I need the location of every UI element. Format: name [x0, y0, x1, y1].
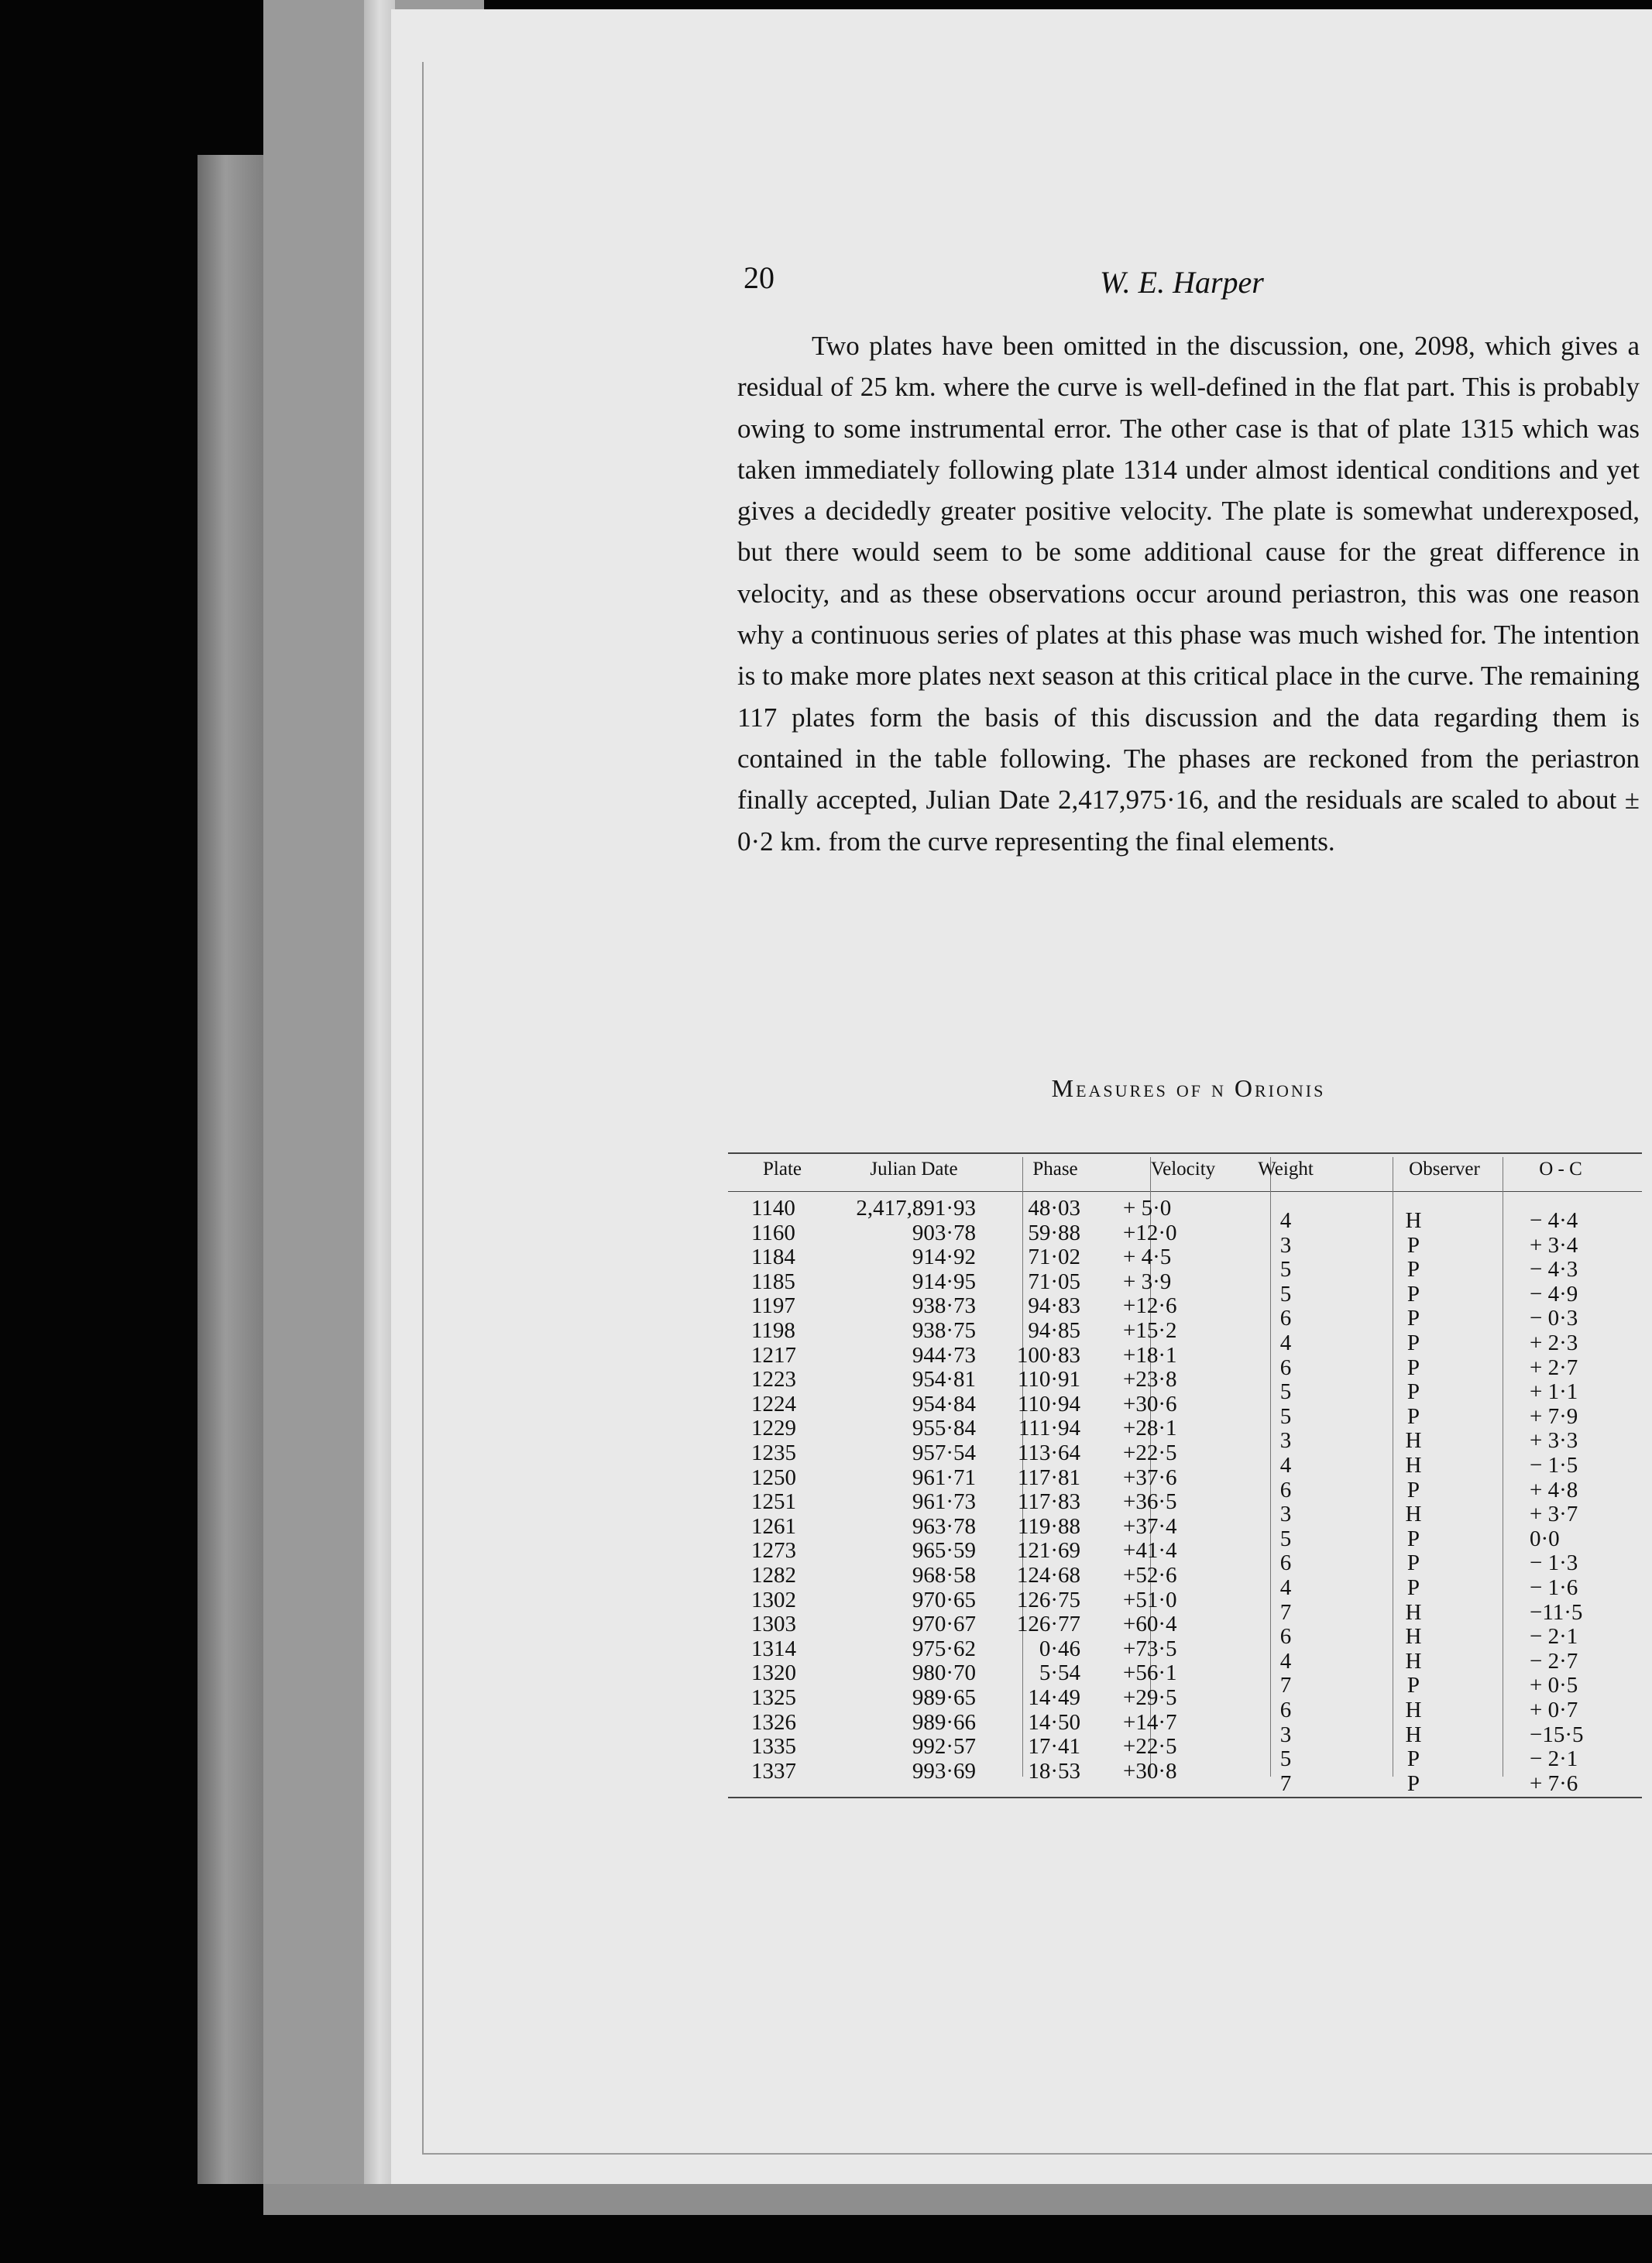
table-cell: − 4·9: [1530, 1281, 1578, 1307]
column-header: Julian Date: [870, 1159, 958, 1180]
table-cell: 970·65: [912, 1587, 976, 1612]
table-cell: 970·67: [912, 1612, 976, 1637]
table-cell: + 3·3: [1530, 1428, 1578, 1454]
table-cell: 992·57: [912, 1734, 976, 1760]
table-cell: 124·68: [1016, 1563, 1080, 1588]
table-cell: − 4·3: [1530, 1257, 1578, 1283]
table-cell: +41·4: [1123, 1538, 1177, 1564]
table-cell: 5: [1279, 1281, 1292, 1307]
table-cell: 989·66: [912, 1709, 976, 1735]
table-cell: 1217: [751, 1342, 796, 1368]
table-cell: 1337: [751, 1758, 796, 1784]
table-cell: + 7·6: [1530, 1770, 1578, 1796]
table-cell: 5: [1279, 1403, 1292, 1429]
table-cell: + 4·8: [1530, 1477, 1578, 1502]
table-cell: 993·69: [912, 1758, 976, 1784]
table-cell: 1223: [751, 1367, 796, 1392]
scan-edge: [197, 155, 267, 2184]
table-cell: 961·73: [912, 1489, 976, 1515]
measures-table: [728, 1137, 1642, 1803]
table-cell: H: [1405, 1624, 1422, 1650]
table-cell: 1224: [751, 1391, 796, 1417]
table-cell: + 3·9: [1123, 1269, 1172, 1294]
column-header: Plate: [763, 1159, 802, 1180]
table-cell: 957·54: [912, 1441, 976, 1465]
table-cell: H: [1405, 1208, 1422, 1233]
table-cell: 0·46: [1039, 1636, 1080, 1661]
table-cell: 6: [1279, 1550, 1292, 1576]
table-cell: H: [1405, 1698, 1422, 1722]
body-text: [737, 325, 1640, 862]
running-head: W. E. Harper: [1100, 265, 1264, 300]
table-cell: 7: [1279, 1599, 1292, 1625]
table-cell: 1250: [751, 1465, 796, 1490]
table-cell: 1251: [751, 1489, 796, 1515]
table-cell: 117·81: [1017, 1465, 1080, 1490]
table-cell: 1229: [751, 1416, 796, 1441]
table-cell: P: [1406, 1257, 1420, 1283]
table-cell: 938·73: [912, 1293, 976, 1319]
table-cell: 7: [1279, 1673, 1292, 1698]
table-cell: H: [1405, 1722, 1422, 1747]
table-cell: 111·94: [1018, 1416, 1080, 1441]
table-cell: 1184: [751, 1245, 795, 1270]
table-cell: 1198: [751, 1318, 795, 1343]
table-cell: 110·91: [1017, 1367, 1080, 1392]
table-cell: +36·5: [1123, 1489, 1177, 1515]
table-cell: P: [1406, 1526, 1420, 1551]
table-cell: −11·5: [1530, 1599, 1583, 1625]
table-cell: − 1·5: [1530, 1453, 1578, 1478]
table-cell: 5·54: [1039, 1660, 1080, 1686]
table-cell: P: [1406, 1550, 1420, 1576]
table-cell: +56·1: [1123, 1660, 1177, 1686]
page-bottom-edge: [263, 2184, 1652, 2215]
column-header: Velocity: [1150, 1159, 1216, 1180]
table-cell: P: [1406, 1575, 1420, 1600]
table-cell: H: [1405, 1428, 1422, 1454]
table-cell: 1302: [751, 1587, 796, 1612]
table-cell: P: [1406, 1770, 1420, 1796]
table-cell: 1140: [751, 1196, 795, 1221]
table-cell: + 3·7: [1530, 1502, 1578, 1527]
table-title: Measures of ν Orionis: [1051, 1074, 1326, 1102]
table-cell: 100·83: [1016, 1342, 1080, 1368]
table-cell: 3: [1279, 1722, 1292, 1747]
table-cell: 5: [1279, 1257, 1292, 1283]
table-cell: 938·75: [912, 1318, 976, 1343]
table-cell: P: [1406, 1403, 1420, 1429]
table-cell: 1320: [751, 1660, 796, 1686]
table-cell: + 1·1: [1530, 1379, 1578, 1405]
table-cell: + 7·9: [1530, 1403, 1578, 1429]
table-cell: 4: [1279, 1331, 1292, 1355]
table-cell: 6: [1279, 1355, 1292, 1380]
table-cell: +30·6: [1123, 1391, 1177, 1417]
table-cell: +14·7: [1123, 1709, 1177, 1735]
table-cell: P: [1406, 1746, 1420, 1772]
table-top-rule: [728, 1152, 1642, 1154]
column-header: Weight: [1258, 1159, 1314, 1180]
table-cell: + 4·5: [1123, 1245, 1172, 1270]
table-cell: 2,417,891·93: [856, 1196, 976, 1221]
table-cell: P: [1406, 1673, 1420, 1698]
table-cell: 1235: [751, 1441, 796, 1465]
table-cell: 14·50: [1028, 1709, 1080, 1735]
table-cell: +51·0: [1123, 1587, 1177, 1612]
table-cell: +15·2: [1123, 1318, 1177, 1343]
table-cell: 4: [1279, 1453, 1292, 1478]
table-cell: 1335: [751, 1734, 796, 1760]
table-cell: +37·6: [1123, 1465, 1177, 1490]
table-cell: + 3·4: [1530, 1232, 1578, 1258]
table-cell: 6: [1279, 1624, 1292, 1650]
table-cell: 961·71: [912, 1465, 976, 1490]
table-cell: − 2·7: [1530, 1648, 1578, 1674]
table-cell: +22·5: [1123, 1734, 1177, 1760]
table-cell: H: [1405, 1599, 1422, 1625]
table-cell: 968·58: [912, 1563, 976, 1588]
column-header: O - C: [1539, 1159, 1582, 1180]
table-cell: 3: [1279, 1502, 1292, 1527]
table-cell: − 2·1: [1530, 1624, 1578, 1650]
table-cell: 975·62: [912, 1636, 976, 1661]
table-cell: 1325: [751, 1685, 796, 1710]
table-cell: + 0·5: [1530, 1673, 1578, 1698]
table-cell: 989·65: [912, 1685, 976, 1710]
binding-fold: [364, 0, 395, 2215]
table-cell: 3: [1279, 1428, 1292, 1454]
table-cell: +30·8: [1123, 1758, 1177, 1784]
table-cell: H: [1405, 1648, 1422, 1674]
table-cell: 6: [1279, 1306, 1292, 1331]
table-cell: 4: [1279, 1575, 1292, 1600]
table-cell: 1261: [751, 1513, 796, 1539]
table-cell: 71·05: [1028, 1269, 1080, 1294]
table-cell: +52·6: [1123, 1563, 1177, 1588]
table-cell: 121·69: [1016, 1538, 1080, 1564]
table-cell: 94·83: [1028, 1293, 1080, 1319]
table-cell: P: [1406, 1355, 1420, 1380]
table-cell: 5: [1279, 1746, 1292, 1772]
table-cell: 955·84: [912, 1416, 976, 1441]
table-cell: + 2·3: [1530, 1331, 1578, 1355]
page-header: [744, 259, 1595, 306]
table-cell: + 0·7: [1530, 1698, 1578, 1722]
table-cell: 14·49: [1028, 1685, 1080, 1710]
table-cell: 914·95: [912, 1269, 976, 1294]
table-cell: 3: [1279, 1232, 1292, 1258]
page-number: 20: [744, 260, 774, 295]
table-cell: 7: [1279, 1770, 1292, 1796]
table-cell: 1303: [751, 1612, 796, 1637]
table-cell: +60·4: [1123, 1612, 1177, 1637]
table-cell: 110·94: [1017, 1391, 1080, 1417]
table-cell: 6: [1279, 1477, 1292, 1502]
table-cell: 126·77: [1016, 1612, 1080, 1637]
table-cell: 1185: [751, 1269, 795, 1294]
table-cell: +12·0: [1123, 1220, 1177, 1245]
table-cell: P: [1406, 1477, 1420, 1502]
table-cell: 126·75: [1016, 1587, 1080, 1612]
table-cell: 5: [1279, 1526, 1292, 1551]
table-cell: 59·88: [1028, 1220, 1080, 1245]
table-cell: 1314: [751, 1636, 796, 1661]
table-cell: − 1·6: [1530, 1575, 1578, 1600]
table-cell: +18·1: [1123, 1342, 1177, 1368]
table-cell: P: [1406, 1281, 1420, 1307]
table-bottom-rule: [728, 1797, 1642, 1798]
table-cell: +28·1: [1123, 1416, 1177, 1441]
table-cell: 1273: [751, 1538, 796, 1564]
table-cell: + 2·7: [1530, 1355, 1578, 1380]
table-cell: 18·53: [1028, 1758, 1080, 1784]
table-cell: +22·5: [1123, 1441, 1177, 1465]
table-cell: +23·8: [1123, 1367, 1177, 1392]
table-cell: −15·5: [1530, 1722, 1584, 1747]
table-cell: − 1·3: [1530, 1550, 1578, 1576]
table-cell: 944·73: [912, 1342, 976, 1368]
table-cell: P: [1406, 1232, 1420, 1258]
table-cell: 1282: [751, 1563, 796, 1588]
table-cell: 1326: [751, 1709, 796, 1735]
column-header: Phase: [1032, 1159, 1078, 1180]
table-cell: 119·88: [1017, 1513, 1080, 1539]
table-cell: 94·85: [1028, 1318, 1080, 1343]
table-cell: +37·4: [1123, 1513, 1177, 1539]
table-cell: +12·6: [1123, 1293, 1177, 1319]
table-cell: +29·5: [1123, 1685, 1177, 1710]
table-header-rule: [728, 1191, 1642, 1192]
table-cell: H: [1405, 1453, 1422, 1478]
table-cell: 113·64: [1017, 1441, 1080, 1465]
table-cell: H: [1405, 1502, 1422, 1527]
table-cell: 914·92: [912, 1245, 976, 1270]
table-cell: 954·84: [912, 1391, 976, 1417]
table-cell: 17·41: [1028, 1734, 1080, 1760]
table-cell: − 0·3: [1530, 1306, 1578, 1331]
table-cell: 1160: [751, 1220, 795, 1245]
table-cell: 1197: [751, 1293, 795, 1319]
table-cell: + 5·0: [1123, 1196, 1172, 1221]
table-cell: P: [1406, 1379, 1420, 1405]
table-cell: P: [1406, 1306, 1420, 1331]
table-cell: +73·5: [1123, 1636, 1177, 1661]
table-cell: − 2·1: [1530, 1746, 1578, 1772]
table-cell: 980·70: [912, 1660, 976, 1686]
table-cell: 954·81: [912, 1367, 976, 1392]
column-header: Observer: [1409, 1159, 1480, 1180]
table-cell: 71·02: [1028, 1245, 1080, 1270]
table-cell: 6: [1279, 1698, 1292, 1722]
table-cell: − 4·4: [1530, 1208, 1578, 1233]
table-cell: 0·0: [1530, 1526, 1560, 1551]
table-cell: 48·03: [1028, 1196, 1080, 1221]
table-cell: 963·78: [912, 1513, 976, 1539]
table-cell: 903·78: [912, 1220, 976, 1245]
table-cell: 4: [1279, 1208, 1292, 1233]
table-cell: P: [1406, 1331, 1420, 1355]
table-cell: 965·59: [912, 1538, 976, 1564]
table-cell: 4: [1279, 1648, 1292, 1674]
table-cell: 117·83: [1017, 1489, 1080, 1515]
body-paragraph: Two plates have been omitted in the discussion, one, 2098, which gives a residual of 25 km. where the curve is well-defined in the flat part. This is probably owing to some instrumental error. The other case is that of plate 1315 which was taken immediately following plate 1314 under almost identical conditions and yet gives a decidedly greater positive velocity. The plate is somewhat underexposed, but there would seem to be some additional cause for the great difference in velocity, and as these observations occur around periastron, this was one reason why a continuous series of plates at this phase was much wished for. The intention is to make more plates next season at this critical place in the curve. The remaining 117 plates form the basis of this discussion and the data regarding them is contained in the table following. The phases are reckoned from the periastron finally accepted, Julian Date 2,417,975·16, and the residuals are scaled to about ± 0·2 km. from the curve representing the final elements.: [737, 331, 1640, 857]
table-cell: 5: [1279, 1379, 1292, 1405]
